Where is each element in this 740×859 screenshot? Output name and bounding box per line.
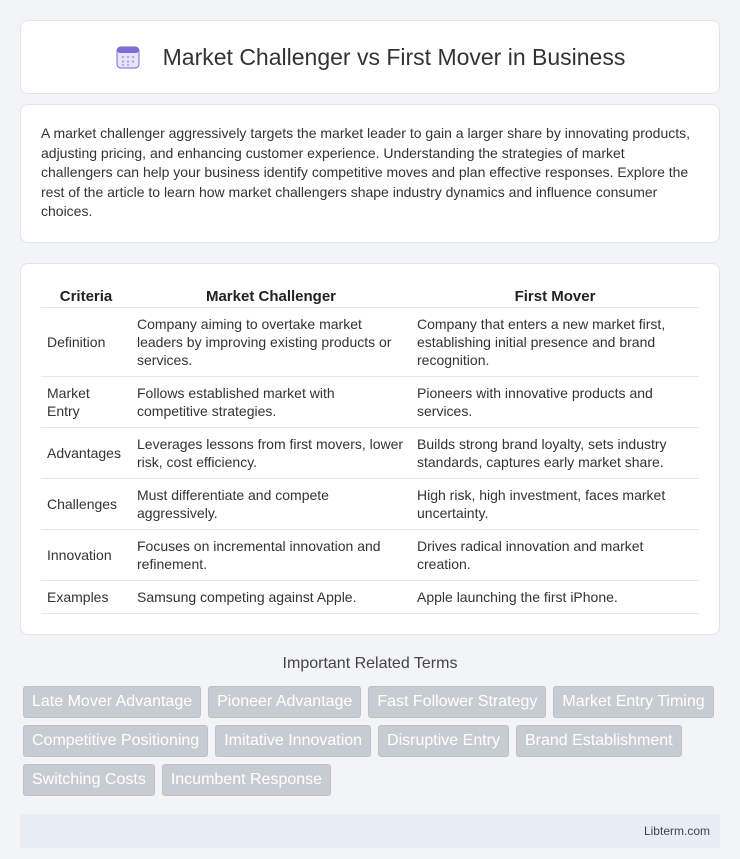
row-first-mover: Apple launching the first iPhone. xyxy=(411,580,699,613)
tag-late-mover-advantage[interactable]: Late Mover Advantage xyxy=(23,686,201,718)
header-criteria: Criteria xyxy=(41,286,131,308)
row-market-challenger: Must differentiate and compete aggressively. xyxy=(131,478,411,529)
row-first-mover: Pioneers with innovative products and services. xyxy=(411,376,699,427)
page-title: Market Challenger vs First Mover in Business xyxy=(162,43,626,70)
tag-market-entry-timing[interactable]: Market Entry Timing xyxy=(553,686,713,718)
title-card xyxy=(20,20,720,94)
row-market-challenger: Leverages lessons from first movers, lower risk, cost efficiency. xyxy=(131,427,411,478)
footer xyxy=(20,814,720,848)
tag-switching-costs[interactable]: Switching Costs xyxy=(23,764,155,796)
row-criteria: Innovation xyxy=(41,529,131,580)
row-market-challenger: Company aiming to overtake market leaders by improving existing products or services. xyxy=(131,307,411,376)
row-criteria: Examples xyxy=(41,580,131,613)
table-row xyxy=(41,529,699,580)
table-row xyxy=(41,307,699,376)
row-criteria: Challenges xyxy=(41,478,131,529)
header-first-mover: First Mover xyxy=(411,286,699,308)
row-criteria: Market Entry xyxy=(41,376,131,427)
tag-competitive-positioning[interactable]: Competitive Positioning xyxy=(23,725,208,757)
comparison-card xyxy=(20,263,720,635)
row-first-mover: Drives radical innovation and market creation. xyxy=(411,529,699,580)
header-market-challenger: Market Challenger xyxy=(131,286,411,308)
table-header-row xyxy=(41,286,699,308)
row-first-mover: Builds strong brand loyalty, sets industry standards, captures early market share. xyxy=(411,427,699,478)
row-criteria: Definition xyxy=(41,307,131,376)
tag-brand-establishment[interactable]: Brand Establishment xyxy=(516,725,682,757)
row-criteria: Advantages xyxy=(41,427,131,478)
table-row xyxy=(41,427,699,478)
tag-disruptive-entry[interactable]: Disruptive Entry xyxy=(378,725,509,757)
related-terms xyxy=(20,655,720,796)
table-row xyxy=(41,580,699,613)
row-market-challenger: Samsung competing against Apple. xyxy=(131,580,411,613)
intro-card xyxy=(20,104,720,243)
tag-pioneer-advantage[interactable]: Pioneer Advantage xyxy=(208,686,361,718)
calendar-icon xyxy=(115,44,141,70)
intro-text: A market challenger aggressively targets the market leader to gain a larger share by innovating products, adjusting pricing, and enhancing customer experience. Understanding the strategies of market challengers can help your business identify competitive moves and plan effective responses. Explore the rest of the article to learn how market challengers shape industry dynamics and influence consumer choices. xyxy=(41,125,691,220)
row-market-challenger: Focuses on incremental innovation and refinement. xyxy=(131,529,411,580)
comparison-table xyxy=(41,286,699,614)
related-terms-title: Important Related Terms xyxy=(282,654,458,672)
related-tags xyxy=(20,686,720,796)
tag-fast-follower-strategy[interactable]: Fast Follower Strategy xyxy=(368,686,546,718)
tag-imitative-innovation[interactable]: Imitative Innovation xyxy=(215,725,371,757)
row-market-challenger: Follows established market with competitive strategies. xyxy=(131,376,411,427)
table-row xyxy=(41,376,699,427)
row-first-mover: High risk, high investment, faces market uncertainty. xyxy=(411,478,699,529)
tag-incumbent-response[interactable]: Incumbent Response xyxy=(162,764,331,796)
footer-brand-link[interactable]: Libterm.com xyxy=(643,823,710,838)
row-first-mover: Company that enters a new market first, establishing initial presence and brand recognition. xyxy=(411,307,699,376)
table-row xyxy=(41,478,699,529)
